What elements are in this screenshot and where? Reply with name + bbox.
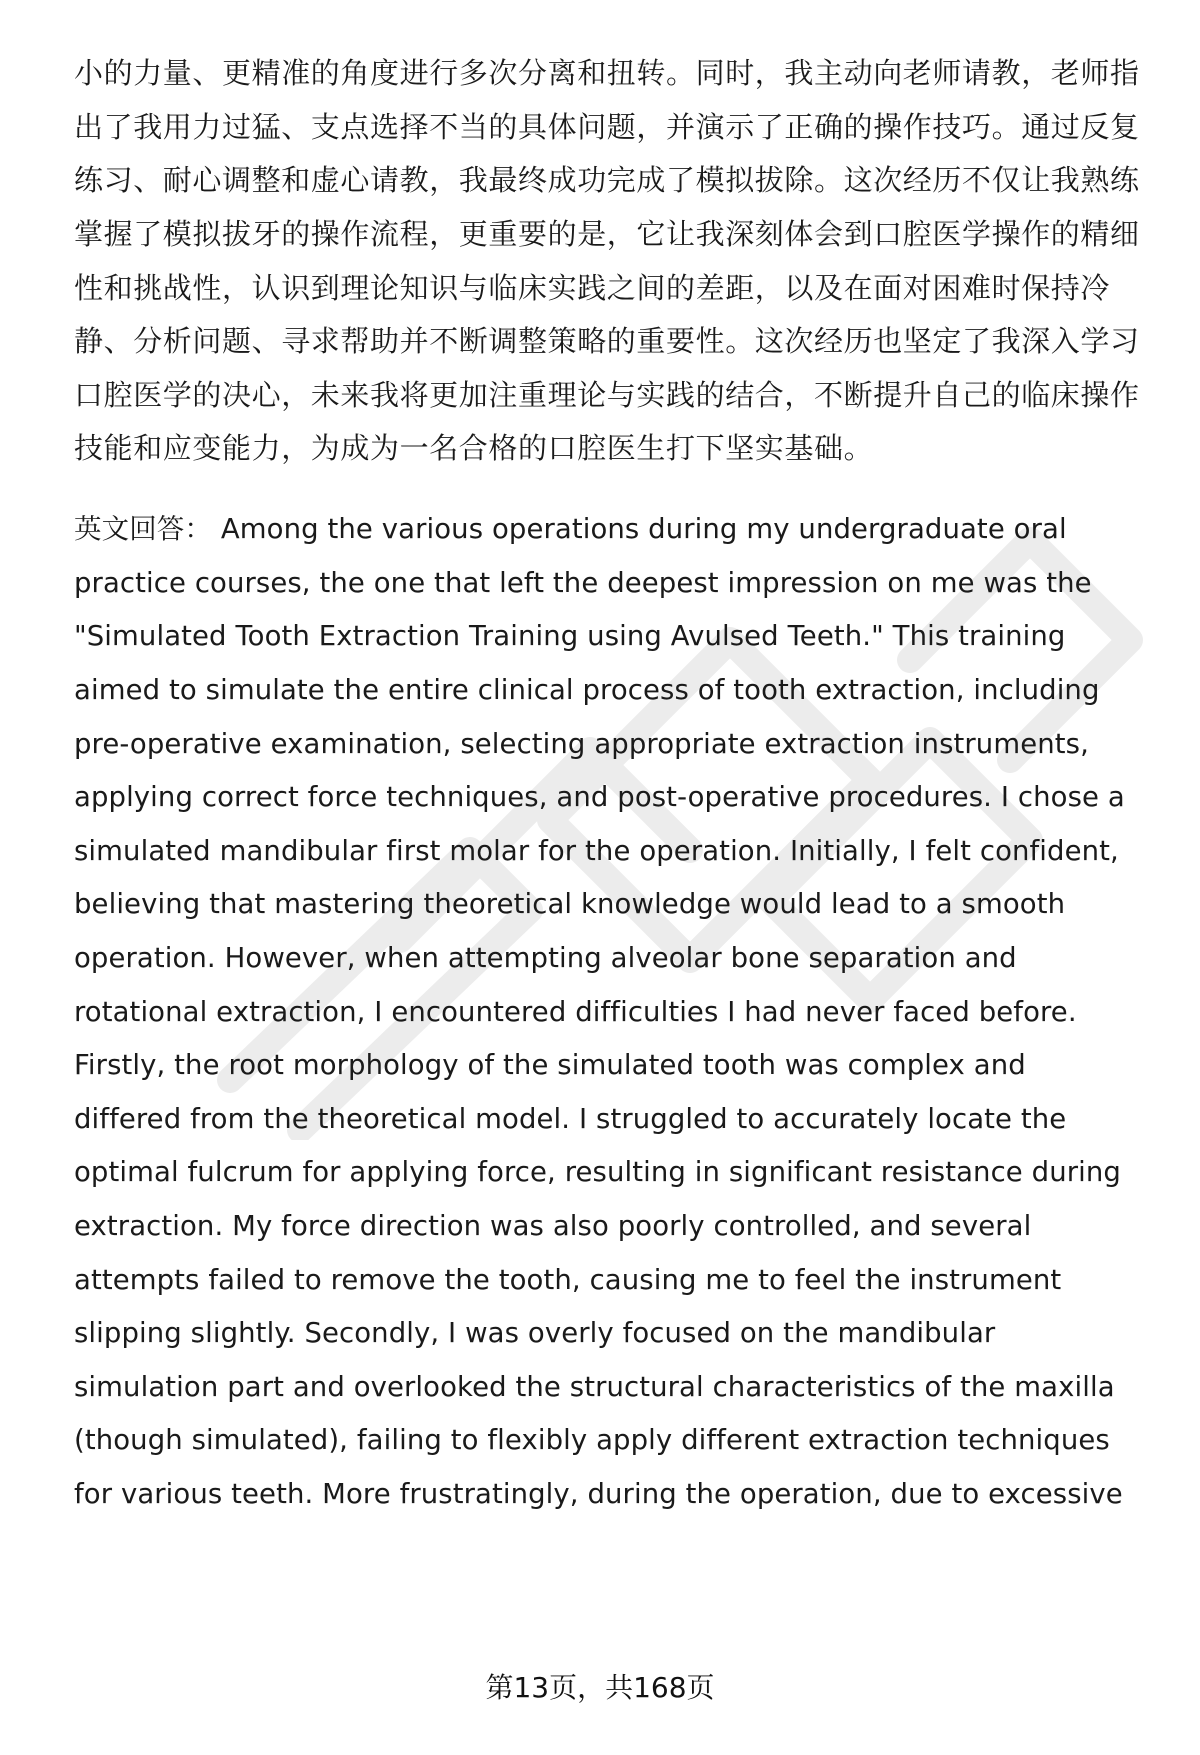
- paragraph-line: believing that mastering theoretical knowledge would lead to a smooth: [74, 888, 1066, 920]
- paragraph-line: "Simulated Tooth Extraction Training using Avulsed Teeth." This training: [74, 620, 1066, 652]
- paragraph-line: 静、分析问题、寻求帮助并不断调整策略的重要性。这次经历也坚定了我深入学习: [74, 324, 1140, 358]
- paragraph-line: practice courses, the one that left the deepest impression on me was the: [74, 567, 1092, 599]
- paragraph-line: operation. However, when attempting alveolar bone separation and: [74, 942, 1017, 974]
- paragraph-line: slipping slightly. Secondly, I was overly focused on the mandibular: [74, 1317, 996, 1349]
- paragraph-line: applying correct force techniques, and post-operative procedures. I chose a: [74, 781, 1125, 813]
- paragraph-line: rotational extraction, I encountered difficulties I had never faced before.: [74, 996, 1077, 1028]
- paragraph-line: 技能和应变能力，为成为一名合格的口腔医生打下坚实基础。: [74, 431, 874, 465]
- paragraph-line: attempts failed to remove the tooth, causing me to feel the instrument: [74, 1264, 1062, 1296]
- paragraph-line: aimed to simulate the entire clinical process of tooth extraction, including: [74, 674, 1100, 706]
- paragraph-line: simulated mandibular first molar for the operation. Initially, I felt confident,: [74, 835, 1119, 867]
- paragraph-line: simulation part and overlooked the structural characteristics of the maxilla: [74, 1371, 1115, 1403]
- paragraph-line: differed from the theoretical model. I struggled to accurately locate the: [74, 1103, 1067, 1135]
- paragraph-line: extraction. My force direction was also poorly controlled, and several: [74, 1210, 1032, 1242]
- paragraph-line: optimal fulcrum for applying force, resulting in significant resistance during: [74, 1156, 1121, 1188]
- paragraph-line: 口腔医学的决心，未来我将更加注重理论与实践的结合，不断提升自己的临床操作: [74, 378, 1140, 412]
- paragraph-line: 掌握了模拟拔牙的操作流程，更重要的是，它让我深刻体会到口腔医学操作的精细: [74, 217, 1140, 251]
- paragraph-line: 练习、耐心调整和虚心请教，我最终成功完成了模拟拔除。这次经历不仅让我熟练: [74, 163, 1140, 197]
- paragraph-line: Firstly, the root morphology of the simulated tooth was complex and: [74, 1049, 1026, 1081]
- paragraph-line: for various teeth. More frustratingly, during the operation, due to excessive: [74, 1478, 1123, 1510]
- paragraph-line: (though simulated), failing to flexibly apply different extraction techniques: [74, 1424, 1110, 1456]
- paragraph-line: pre-operative examination, selecting appropriate extraction instruments,: [74, 728, 1089, 760]
- page-number-footer: 第13页，共168页: [485, 1671, 715, 1704]
- paragraph-line: 英文回答： Among the various operations during my undergraduate oral: [74, 513, 1067, 545]
- paragraph-line: 性和挑战性，认识到理论知识与临床实践之间的差距，以及在面对困难时保持冷: [74, 271, 1111, 305]
- paragraph-line: 小的力量、更精准的角度进行多次分离和扭转。同时，我主动向老师请教，老师指: [74, 56, 1140, 90]
- paragraph-line: 出了我用力过猛、支点选择不当的具体问题，并演示了正确的操作技巧。通过反复: [74, 110, 1140, 144]
